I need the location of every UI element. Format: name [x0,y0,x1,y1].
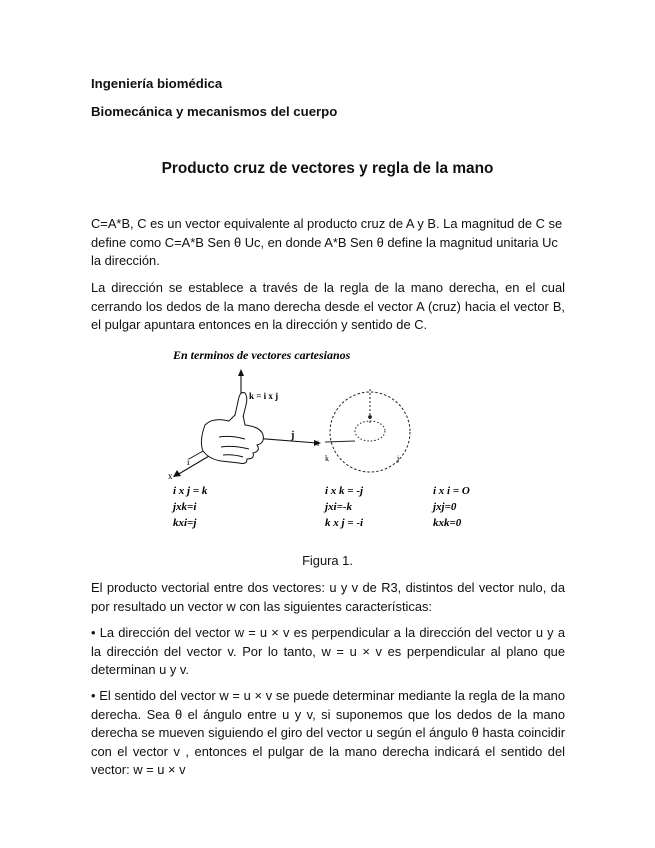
figure-right-hand-rule [165,345,495,537]
identity-col3-row2: jxj=0 [433,501,457,513]
identity-col3-row3: kxk=0 [433,517,462,529]
identity-col1-row3: kxi=j [173,517,197,529]
right-hand-icon [189,393,263,464]
identity-col1-row1: i x j = k [173,485,208,497]
horizontal-guide [325,441,355,442]
circle-label-i: i [317,439,320,448]
paragraph-bullet-sense: • El sentido del vector w = u × v se puede determinar mediante la regla de la mano derecha. Sea θ el ángulo entre u y v, si suponemos que los dedos de la mano derecha se mueven siguiendo el giro del vector u según el ángulo θ hasta coincidir con el vector v , entonces el pulgar de la mano derecha indicará el sentido del vector: w = u × v [91,688,565,778]
x-label: x [168,471,173,481]
center-point [369,416,372,419]
paragraph-right-hand-rule: La dirección se establece a través de la regla de la mano derecha, en el cual cerrando los dedos de la mano derecha desde el vector A (cruz) hacia el vector B, el pulgar apuntara entonces en la dirección y sentido de C. [91,280,565,333]
figure-caption: Figura 1. [302,553,353,568]
header-line-institution: Ingeniería biomédica [91,76,223,91]
circle-label-j: j [397,454,400,463]
identity-col2-row3: k x j = -i [325,517,364,529]
paragraph-bullet-direction: • La dirección del vector w = u × v es perpendicular a la dirección del vector u y a la dirección del vector v. Por lo tanto, w = u × v es perpendicular al plano que determinan u y v. [91,625,565,678]
identity-table [171,485,470,529]
k-arrowhead [238,369,244,376]
paragraph-vector-product: El producto vectorial entre dos vectores: u y v de R3, distintos del vector nulo, da por resultado un vector w con las siguientes características: [91,580,565,614]
identity-col1-row2: jxk=i [173,501,197,513]
i-axis-label: i [187,457,190,467]
circle-label-k: k [325,454,329,463]
figure-heading: En terminos de vectores cartesianos [173,348,351,362]
inner-ellipse [355,421,385,441]
k-axis-label: k = i x j [249,391,279,401]
j-axis-label: j [291,430,295,441]
identity-col3-row1: i x i = O [433,485,470,497]
identity-col2-row2: jxi=-k [325,501,353,513]
header-line-course: Biomecánica y mecanismos del cuerpo [91,104,338,119]
identity-col2-row1: i x k = -j [325,485,364,497]
paragraph-definition: C=A*B, C es un vector equivalente al producto cruz de A y B. La magnitud de C se define como C=A*B Sen θ Uc, en donde A*B Sen θ define la magnitud unitaria Uc la dirección. [91,216,563,269]
page-title: Producto cruz de vectores y regla de la mano [161,160,494,177]
